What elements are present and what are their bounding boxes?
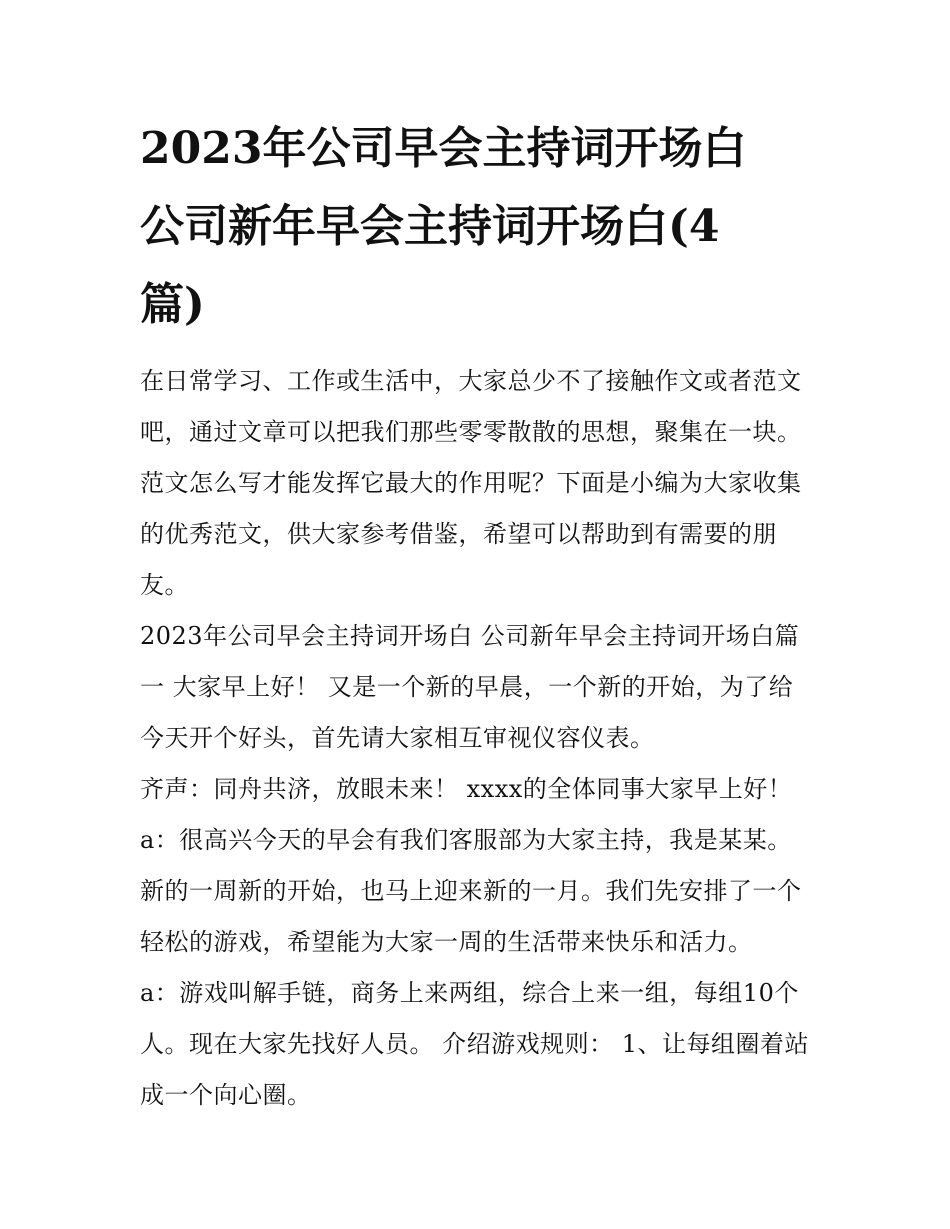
- document-page: [140, 110, 812, 1121]
- text-line: a：游戏叫解手链，商务上来两组，综合上来一组，每组10个: [140, 979, 799, 1007]
- section-one-paragraph: [140, 611, 812, 764]
- text-line: 在日常学习、工作或生活中，大家总少不了接触作文或者范文: [140, 367, 802, 395]
- text-line: 2023年公司早会主持词开场白 公司新年早会主持词开场白篇: [140, 622, 800, 650]
- text-line: 一 大家早上好！ 又是一个新的早晨，一个新的开始，为了给: [140, 673, 794, 701]
- chorus-paragraph: [140, 764, 812, 815]
- text-line: 吧，通过文章可以把我们那些零零散散的思想，聚集在一块。: [140, 418, 802, 446]
- game-paragraph: [140, 968, 812, 1121]
- text-line: 成一个向心圈。: [140, 1081, 312, 1109]
- text-line: 轻松的游戏，希望能为大家一周的生活带来快乐和活力。: [140, 928, 753, 956]
- title-line: 公司新年早会主持词开场白(4: [140, 201, 720, 252]
- text-line: 的优秀范文，供大家参考借鉴，希望可以帮助到有需要的朋: [140, 520, 777, 548]
- text-line: 人。现在大家先找好人员。 介绍游戏规则： 1、让每组圈着站: [140, 1030, 810, 1058]
- text-line: 友。: [140, 571, 189, 599]
- text-line: a：很高兴今天的早会有我们客服部为大家主持，我是某某。: [140, 826, 792, 854]
- intro-paragraph: [140, 356, 812, 611]
- text-line: 今天开个好头，首先请大家相互审视仪容仪表。: [140, 724, 655, 752]
- title-line: 篇): [140, 279, 205, 330]
- text-line: 范文怎么写才能发挥它最大的作用呢？下面是小编为大家收集: [140, 469, 802, 497]
- host-paragraph: [140, 815, 812, 968]
- text-line: 新的一周新的开始，也马上迎来新的一月。我们先安排了一个: [140, 877, 802, 905]
- title-line: 2023年公司早会主持词开场白: [140, 123, 747, 174]
- document-title: [140, 110, 812, 344]
- text-line: 齐声：同舟共济，放眼未来！ xxxx的全体同事大家早上好！: [140, 775, 793, 803]
